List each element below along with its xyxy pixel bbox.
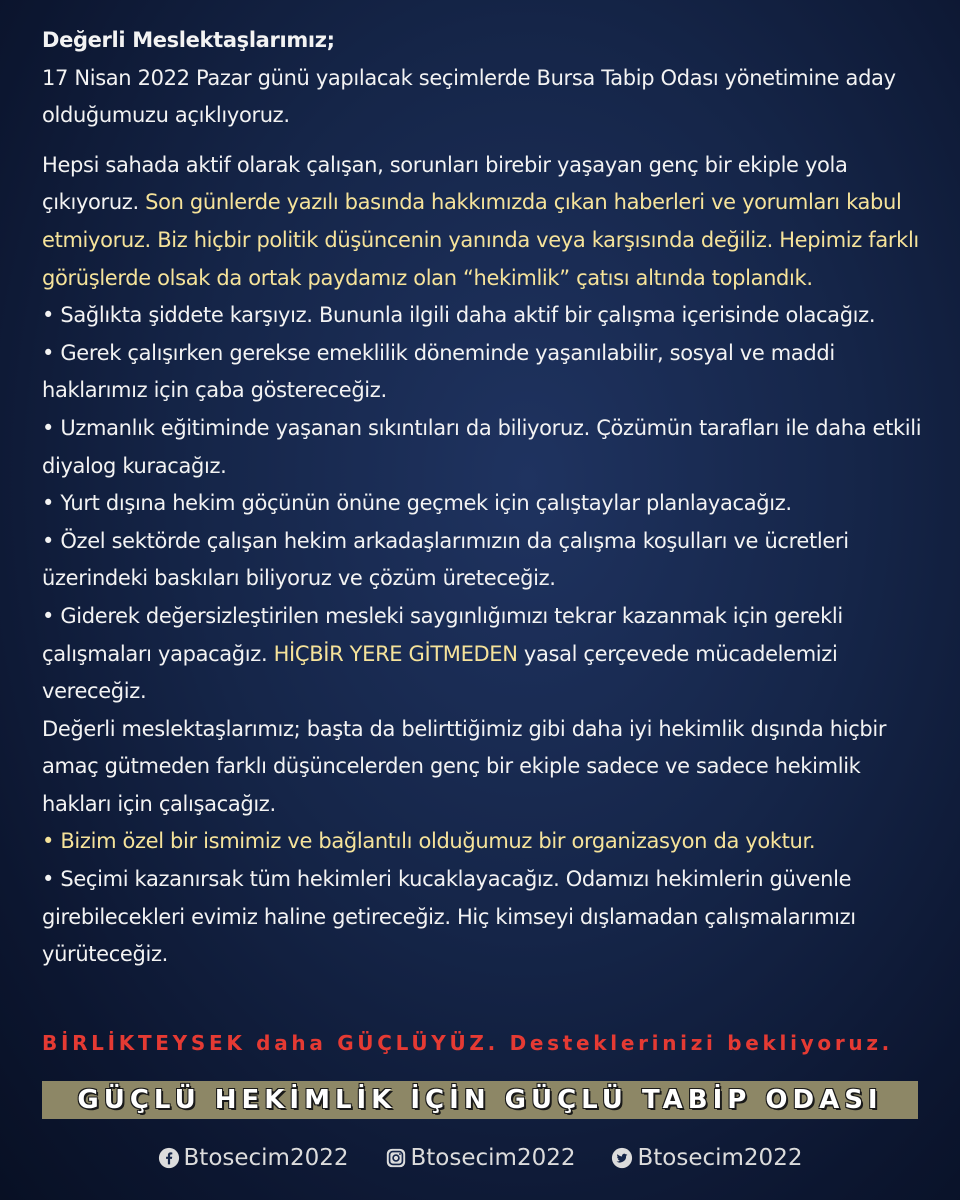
twitter-icon (611, 1147, 633, 1169)
intro-paragraph: 17 Nisan 2022 Pazar günü yapılacak seçimlerde Bursa Tabip Odası yönetimine aday olduğumuzu açıklıyoruz. (42, 65, 896, 128)
motto-banner (42, 1081, 918, 1119)
social-links (0, 1145, 960, 1171)
greeting-heading: Değerli Meslektaşlarımız; (42, 28, 335, 52)
bullet-private-sector: • Özel sektörde çalışan hekim arkadaşlarımızın da çalışma koşulları ve ücretleri üzerindeki baskıları biliyoruz ve çözüm üreteceğiz. (42, 528, 849, 591)
bullet-violence: • Sağlıkta şiddete karşıyız. Bununla ilgili daha aktif bir çalışma içerisinde olacağız. (42, 303, 876, 328)
social-twitter[interactable] (611, 1145, 802, 1171)
social-twitter-handle: Btosecim2022 (637, 1145, 803, 1171)
social-instagram-handle: Btosecim2022 (410, 1145, 576, 1171)
social-facebook-handle: Btosecim2022 (183, 1145, 349, 1171)
social-facebook[interactable] (158, 1145, 349, 1171)
bullet-organization (42, 823, 932, 861)
closing-paragraph: Değerli meslektaşlarımız; başta da belirttiğimiz gibi daha iyi hekimlik dışında hiçbir amaç gütmeden farklı düşüncelerden genç bir ekiple sadece ve sadece hekimlik hakları için çalışacağız. (42, 716, 887, 816)
bullet-organization-highlight: Bizim özel bir ismimiz ve bağlantılı olduğumuz bir organizasyon da yoktur. (60, 829, 816, 854)
bullet-rights: • Gerek çalışırken gerekse emeklilik döneminde yaşanılabilir, sosyal ve maddi haklarımız için çaba göstereceğiz. (42, 340, 835, 403)
instagram-icon (385, 1147, 407, 1169)
social-instagram[interactable] (385, 1145, 576, 1171)
motto-banner-text: GÜÇLÜ HEKİMLİK İÇİN GÜÇLÜ TABİP ODASI (77, 1085, 883, 1115)
bullet-migration: • Yurt dışına hekim göçünün önüne geçmek için çalıştaylar planlayacağız. (42, 491, 792, 516)
bullet-prestige-highlight: HİÇBİR YERE GİTMEDEN (273, 641, 518, 666)
bullet-prestige (42, 598, 932, 711)
team-paragraph-plain: Hepsi sahada aktif olarak çalışan, sorunları birebir yaşayan genç bir ekiple yola çıkıyoruz. (42, 152, 848, 215)
slogan-line: BİRLİKTEYSEK daha GÜÇLÜYÜZ. Desteklerinizi bekliyoruz. (42, 1031, 893, 1055)
team-paragraph-highlight: Son günlerde yazılı basında hakkımızda çıkan haberleri ve yorumları kabul etmiyoruz. Biz hiçbir politik düşüncenin yanında veya karşısında değiliz. Hepimiz farklı görüşlerde olsak da ortak paydamız olan “hekimlik” çatısı altında toplandık. (42, 190, 919, 290)
bullet-organization-marker: • (42, 829, 61, 854)
team-paragraph (42, 147, 932, 297)
bullet-prestige-after: yasal çerçevede mücadelemizi vereceğiz. (42, 641, 838, 704)
bullet-specialty-training: • Uzmanlık eğitiminde yaşanan sıkıntıları da biliyoruz. Çözümün tarafları ile daha etkili diyalog kuracağız. (42, 415, 922, 478)
facebook-icon (158, 1147, 180, 1169)
bullet-prestige-before: • Giderek değersizleştirilen mesleki saygınlığımızı tekrar kazanmak için gerekli çalışmaları yapacağız. (42, 603, 843, 666)
bullet-embrace: • Seçimi kazanırsak tüm hekimleri kucaklayacağız. Odamızı hekimlerin güvenle girebilecekleri evimiz haline getireceğiz. Hiç kimseyi dışlamadan çalışmalarımızı yürüteceğiz. (42, 867, 856, 967)
announcement-body (42, 22, 932, 974)
